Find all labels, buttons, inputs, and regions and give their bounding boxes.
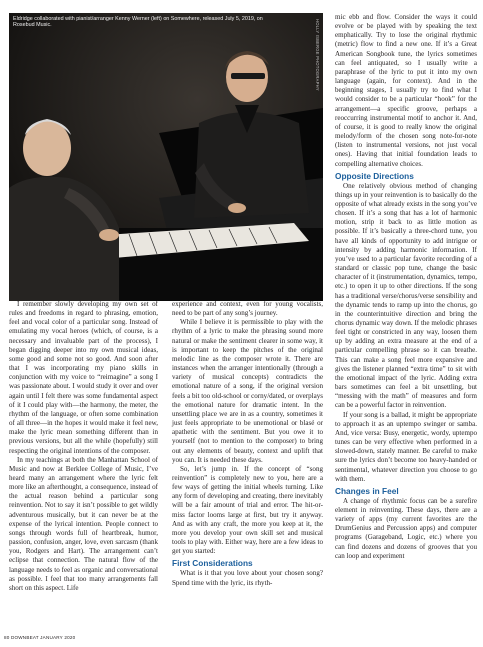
paragraph: mic ebb and flow. Consider the ways it could evolve or be played with by speaking the text emphatically. Try to lose the original rhythmic (metric) flow to find a new one. If it’s a Great American Songbook tune, the lyrics sometimes can feel antiquated, so I usually write a paraphrase of the lyric to put it into my own language (again, for context). And in the beginning stages, I usually try to find what I would consider to be a particular “hook” for the arrangement—a specific groove, perhaps a reoccurring instrumental motif to anchor it. And, of course, it is good to really know the original melody/form of the chosen song note-for-note (listen to instrumental versions, not just vocal ones). Having that initial foundation leads to compelling alternative choices. [335,13,477,168]
article-photo [9,13,323,301]
photo-credit: HOLLY ISBERGE PHOTOGRAPHY [315,19,320,91]
photo-caption: Eldridge collaborated with pianist/arranger Kenny Werner (left) on Somewhere, released July 5, 2019, on Rosebud Music. [13,16,263,29]
paragraph: In my teachings at both the Manhattan School of Music and now at Berklee College of Music, I’ve heard many an arrangement where the lyric felt more like an afterthought, a consequence, instead of the actual reason behind a particular song reinvention. Not to say it isn’t possible to get wildly adventurous musically, but it can never be at the expense of the lyrical intention. People connect to songs through words full of heartbreak, humor, passion, confusion, anger, love, even sarcasm (thank you, Rodgers and Hart). The arrangement can’t eclipse that connection. The natural flow of the language needs to feel as organic and conversational as possible. I feel that too many arrangements fall short on this aspect. Life [9,455,158,592]
section-heading: Changes in Feel [335,485,399,496]
section-heading: Opposite Directions [335,170,414,181]
paragraph: experience and context, even for young vocalists, need to be part of any song’s journey. [172,300,323,318]
paragraph: One relatively obvious method of changing things up in your reinvention is to basically do the opposite of what already exists in the song you’ve chosen. If it’s a song that has a lot of harmonic motion, strip it back to as little motion as possible. If it’s basically a three-chord tune, you have all kinds of opportunity to add intrigue or intensity by adding harmonic information. If you’ve used to a particular favorite recording of a standard or classic pop tune, change the basic character of it (instrumentation, dynamics, tempo, etc.) to open it up to other directions. If the song has a traditional verse/chorus/verse sensibility and the dynamic tends to ramp up into the chorus, go in the counterintuitive direction and bring the chorus dynamic way down. If the melodic phrases feel tight or constricted in any way, loosen them up by adding an extra measure at the end of a particular compelling phrase so it can breathe. This can make a song feel more expansive and gives the listener planned “extra time” to sit with the emotional impact of the lyric. Adding extra bars sometimes can feel a bit unsettling, but “messing with the math” of measures and form can be a powerful factor in reinvention. [335,181,477,410]
column-3 [335,13,477,561]
paragraph: A change of rhythmic focus can be a surefire element in reinventing. These days, there are a variety of apps (my current favorites are the DrumGenius and Percussion apps) and computer programs (Garageband, Logic, etc.) where you can find dozens and dozens of grooves that you can loop and experiment [335,496,477,560]
section-heading: First Considerations [172,558,253,569]
paragraph: If your song is a ballad, it might be appropriate to approach it as an uptempo swinger or samba. And, vice versa: Busy, energetic, wordy, uptempo tunes can be very effective when performed in a slowed-down, stately manner. Be careful to make sure the lyrics don’t become too heavy-handed or sentimental, whatever direction you choose to go with them. [335,410,477,483]
page-footer: 80 DOWNBEAT JANUARY 2020 [4,635,76,640]
column-1 [9,300,158,593]
paragraph: What is it that you love about your chosen song? Spend time with the lyric, its rhyth- [172,569,323,587]
paragraph: While I believe it is permissible to play with the rhythm of a lyric to make the phrasing sound more natural or make the sentiment clearer in some way, it is important to keep the pitches of the original melodic line as the composer wrote it. There are instances when the arranger intentionally (through a variety of musical concepts) contradicts the emotional nature of a song, if the original version feels a bit too old-school or corny/dated, or overplays the emotional nature for dramatic intent. In the unsettling place we are in as a country, sometimes it just feels appropriate to be unemotional or blasé or apathetic with the sentiment. But you owe it to yourself (not to mention to the composer) to bring out any elements of beauty, context and uplift that you can. It is needed these days. [172,318,323,464]
paragraph: I remember slowly developing my own set of rules and freedoms in regard to phrasing, emotion, feel and vocal color of a particular song. Instead of emulating my vocal heroes (which, of course, is a necessary and invaluable part of the process), I began digging deeper into my own musical ideas, some good and some not so good. And soon after that I was incorporating my piano skills in conjunction with my voice to “reimagine” a song I was passionate about. I would study it over and over again until I felt there was some fundamental aspect of it I could play with—the harmony, the meter, the rhythm of the language, or often some combination of all three—in the hopes it would make it feel new, make the lyric mean something different than in previous versions, but all the while (hopefully) still respecting the original intentions of the composer. [9,300,158,455]
photo-illustration [9,13,323,301]
paragraph: So, let’s jump in. If the concept of “song reinvention” is completely new to you, here are a few ways of getting the initial wheels turning. Like any form of developing and creating, there inevitably will be a fair amount of trial and error. The hit-or-miss factor looms large at first, but try it anyway. And as with any craft, the more you keep at it, the more you develop your own skill set and musical tools to play with. Either way, here are a few ideas to get you started: [172,464,323,556]
column-2 [172,300,323,588]
